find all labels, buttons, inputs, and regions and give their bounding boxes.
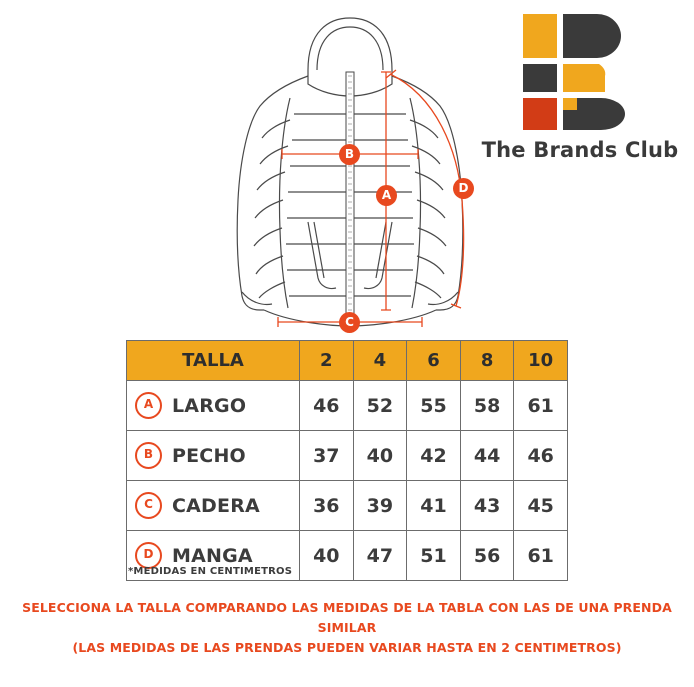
header-talla: TALLA xyxy=(127,341,300,381)
units-footnote: *MEDIDAS EN CENTIMETROS xyxy=(128,566,293,577)
cell-largo-10: 61 xyxy=(514,381,568,431)
cell-manga-6: 51 xyxy=(407,531,461,581)
jacket-illustration xyxy=(190,10,510,340)
table-row xyxy=(127,481,568,531)
marker-d: D xyxy=(453,178,474,199)
cell-largo-8: 58 xyxy=(460,381,514,431)
cell-pecho-2: 37 xyxy=(300,431,354,481)
header-size-10: 10 xyxy=(514,341,568,381)
selection-notice xyxy=(0,598,694,658)
row-title-largo: LARGO xyxy=(172,394,247,417)
cell-largo-2: 46 xyxy=(300,381,354,431)
cell-largo-4: 52 xyxy=(353,381,407,431)
table-header-row xyxy=(127,341,568,381)
badge-a: A xyxy=(135,392,162,419)
cell-cadera-8: 43 xyxy=(460,481,514,531)
cell-manga-10: 61 xyxy=(514,531,568,581)
row-title-pecho: PECHO xyxy=(172,444,246,467)
size-table xyxy=(126,340,568,581)
cell-pecho-10: 46 xyxy=(514,431,568,481)
badge-c: C xyxy=(135,492,162,519)
jacket-drawing-icon xyxy=(190,10,510,340)
header-size-8: 8 xyxy=(460,341,514,381)
row-label-pecho xyxy=(127,431,300,481)
notice-line-2: (LAS MEDIDAS DE LAS PRENDAS PUEDEN VARIAR HASTA EN 2 CENTIMETROS) xyxy=(72,640,622,655)
cell-cadera-6: 41 xyxy=(407,481,461,531)
header-size-4: 4 xyxy=(353,341,407,381)
marker-c: C xyxy=(339,312,360,333)
cell-pecho-4: 40 xyxy=(353,431,407,481)
table-row xyxy=(127,381,568,431)
marker-b: B xyxy=(339,144,360,165)
cell-manga-4: 47 xyxy=(353,531,407,581)
brand-logo xyxy=(480,14,680,164)
brand-name: The Brands Club xyxy=(481,138,679,162)
row-title-cadera: CADERA xyxy=(172,494,260,517)
notice-line-1: SELECCIONA LA TALLA COMPARANDO LAS MEDIDAS DE LA TABLA CON LAS DE UNA PRENDA SIMILAR xyxy=(22,600,672,635)
header-size-2: 2 xyxy=(300,341,354,381)
size-table-body xyxy=(127,381,568,581)
cell-cadera-4: 39 xyxy=(353,481,407,531)
row-title-manga: MANGA xyxy=(172,544,253,567)
size-table-head xyxy=(127,341,568,381)
cell-pecho-6: 42 xyxy=(407,431,461,481)
row-label-cadera xyxy=(127,481,300,531)
badge-b: B xyxy=(135,442,162,469)
marker-a: A xyxy=(376,185,397,206)
cell-cadera-2: 36 xyxy=(300,481,354,531)
table-row xyxy=(127,431,568,481)
cell-largo-6: 55 xyxy=(407,381,461,431)
cell-manga-2: 40 xyxy=(300,531,354,581)
cell-pecho-8: 44 xyxy=(460,431,514,481)
cell-cadera-10: 45 xyxy=(514,481,568,531)
brands-club-logo-icon xyxy=(523,14,633,130)
badge-d: D xyxy=(135,542,162,569)
header-size-6: 6 xyxy=(407,341,461,381)
row-label-largo xyxy=(127,381,300,431)
cell-manga-8: 56 xyxy=(460,531,514,581)
